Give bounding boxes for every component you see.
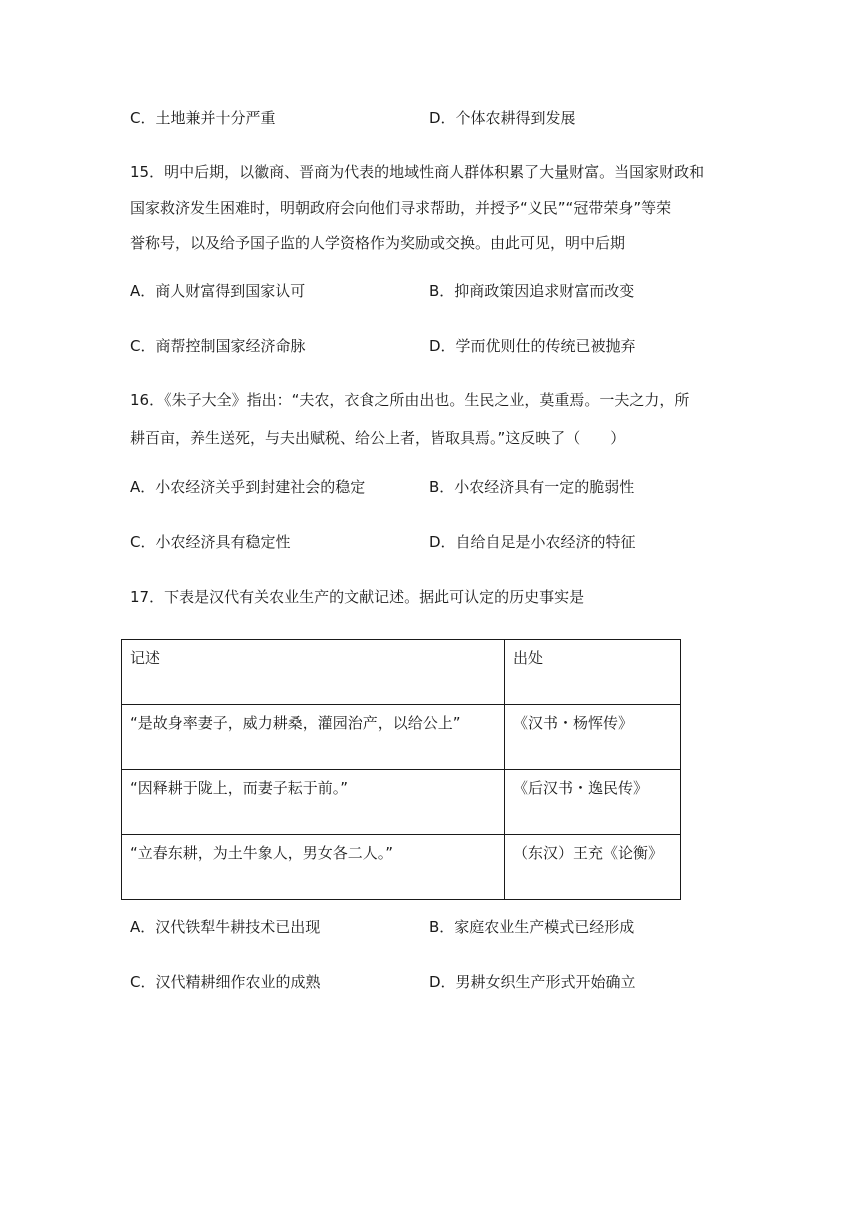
- table-row: [122, 705, 681, 770]
- q16-option-d[interactable]: D．自给自足是小农经济的特征: [429, 533, 636, 551]
- q15-options-row-ab: [130, 281, 750, 301]
- q16-options-row-ab: [130, 477, 750, 497]
- table-header-description: 记述: [122, 640, 505, 705]
- table-header-row: [122, 640, 681, 705]
- q16-option-a[interactable]: A．小农经济关乎到封建社会的稳定: [130, 478, 366, 496]
- q15-options-row-cd: [130, 336, 750, 356]
- q15-stem-line-2: 国家救济发生困难时，明朝政府会向他们寻求帮助，并授予“义民”“冠带荣身”等荣: [130, 199, 672, 217]
- q15-stem-line-1: 15．明中后期，以徽商、晋商为代表的地域性商人群体积累了大量财富。当国家财政和: [130, 163, 705, 181]
- q17-option-c[interactable]: C．汉代精耕细作农业的成熟: [130, 973, 321, 991]
- q17-option-d[interactable]: D．男耕女织生产形式开始确立: [429, 973, 636, 991]
- table-row: [122, 770, 681, 835]
- q15-option-c[interactable]: C．商帮控制国家经济命脉: [130, 337, 306, 355]
- q16-options-row-cd: [130, 532, 750, 552]
- table-header-source: 出处: [505, 640, 681, 705]
- table-cell-source: （东汉）王充《论衡》: [505, 835, 681, 900]
- q16-stem-line-2: 耕百亩，养生送死，与夫出赋税、给公上者，皆取具焉。”这反映了（ ）: [130, 429, 626, 447]
- table-row: [122, 835, 681, 900]
- q17-options-row-cd: [130, 972, 750, 992]
- q14-option-d[interactable]: D．个体农耕得到发展: [429, 109, 576, 127]
- q17-options-row-ab: [130, 917, 750, 937]
- q16-option-c[interactable]: C．小农经济具有稳定性: [130, 533, 291, 551]
- table-cell-source: 《后汉书・逸民传》: [505, 770, 681, 835]
- q15-option-b[interactable]: B．抑商政策因追求财富而改变: [429, 282, 635, 300]
- q17-option-b[interactable]: B．家庭农业生产模式已经形成: [429, 918, 635, 936]
- q17-stem: 17．下表是汉代有关农业生产的文献记述。据此可认定的历史事实是: [130, 588, 585, 606]
- q15-stem-line-3: 誉称号，以及给予国子监的人学资格作为奖励或交换。由此可见，明中后期: [130, 234, 626, 252]
- q16-stem-line-1: 16．《朱子大全》指出：“夫农，衣食之所由出也。生民之业，莫重焉。一夫之力，所: [130, 391, 690, 409]
- q15-option-a[interactable]: A．商人财富得到国家认可: [130, 282, 306, 300]
- q14-options-row-cd: [130, 108, 750, 128]
- q16-option-b[interactable]: B．小农经济具有一定的脆弱性: [429, 478, 635, 496]
- table-cell-description: “是故身率妻子，威力耕桑，灌园治产，以给公上”: [122, 705, 505, 770]
- q17-option-a[interactable]: A．汉代铁犁牛耕技术已出现: [130, 918, 321, 936]
- q15-option-d[interactable]: D．学而优则仕的传统已被抛弃: [429, 337, 636, 355]
- q14-option-c[interactable]: C．土地兼并十分严重: [130, 109, 276, 127]
- table-cell-source: 《汉书・杨恽传》: [505, 705, 681, 770]
- q17-source-table: [121, 639, 681, 900]
- table-cell-description: “因释耕于陇上，而妻子耘于前。”: [122, 770, 505, 835]
- table-cell-description: “立春东耕，为土牛象人，男女各二人。”: [122, 835, 505, 900]
